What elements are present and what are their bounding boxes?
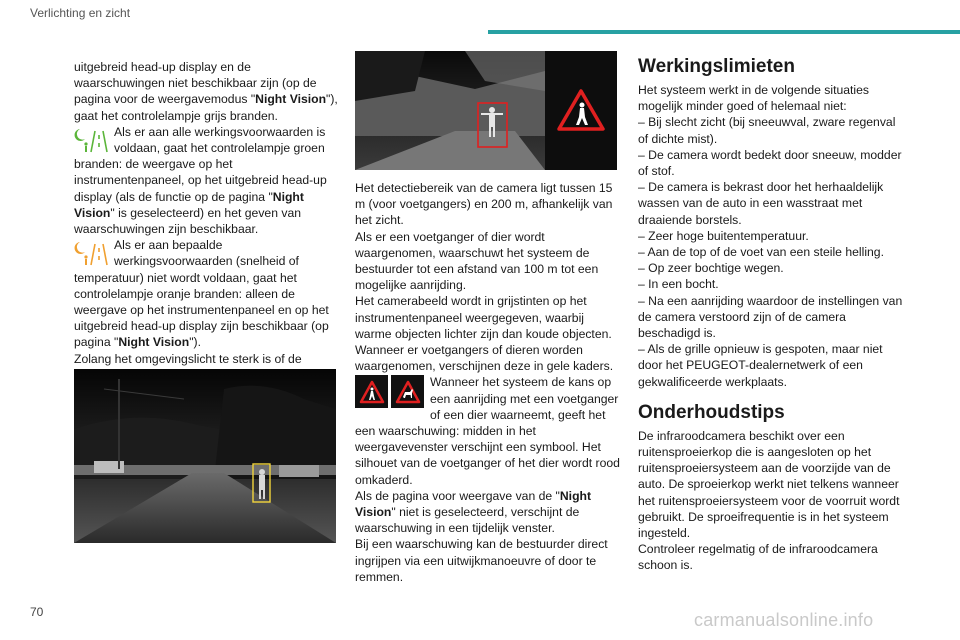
paragraph-orange-lamp: Als er aan bepaalde werkingsvoorwaarden (snelheid of temperatuur) niet wordt voldaan, gaat het controlelampje oranje branden: alleen de weergave op het instrumentenpaneel en op het uitgebreid head-up display zijn beschikbaar (op pagina "Night Vision").	[74, 238, 329, 350]
list-item: – Als de grille opnieuw is gespoten, maar niet door het PEUGEOT-dealernetwerk of een gekwalificeerde werkplaats.	[638, 342, 883, 389]
list-item: – Zeer hoge buitentemperatuur.	[638, 228, 809, 243]
column-3	[638, 56, 906, 574]
watermark: carmanualsonline.info	[694, 610, 874, 630]
paragraph: De infraroodcamera beschikt over een ruitensproeierkop die is aangesloten op het ruitensproeiersysteem aan de voorzijde van de auto. De sproeierkop werkt niet telkens wanneer het ruitensproeiersysteem voor de voorruit wordt gebruikt. De sproeifrequentie is in het systeem ingesteld.	[638, 428, 900, 541]
paragraph: Als de pagina voor weergave van de "Night Vision" niet is geselecteerd, verschijnt de waarschuwing in een tijdelijk venster.	[355, 488, 592, 536]
paragraph: Wanneer er voetgangers of dieren worden waargenomen, verschijnen deze in gele kaders.	[355, 343, 614, 374]
pedestrian-warning-icon	[355, 375, 388, 408]
paragraph: uitgebreid head-up display en de waarschuwingen niet beschikbaar zijn (op de pagina voor de weergavemodus "Night Vision"), gaat het controlelampje grijs branden.	[74, 60, 338, 123]
section-title: Verlichting en zicht	[30, 6, 131, 20]
paragraph: Controleer regelmatig of de infraroodcamera schoon is.	[638, 542, 878, 573]
thermal-camera-image-pedestrian	[74, 369, 336, 543]
page-number: 70	[30, 605, 44, 619]
night-vision-lamp-orange-icon	[74, 238, 108, 268]
paragraph: Het camerabeeld wordt in grijstinten op het instrumentenpaneel weergegeven, waarbij warme objecten lichter zijn dan koude objecten.	[355, 294, 612, 341]
heading-werkingslimieten: Werkingslimieten	[638, 56, 795, 77]
paragraph: Bij een waarschuwing kan de bestuurder direct ingrijpen via een uitwijkmanoeuvre of door te remmen.	[355, 537, 608, 584]
thermal-camera-image-warning	[355, 51, 617, 170]
list-item: – Op zeer bochtige wegen.	[638, 261, 784, 276]
list-item: – De camera wordt bedekt door sneeuw, modder of stof.	[638, 147, 902, 179]
column-1	[74, 59, 338, 399]
list-item: – In een bocht.	[638, 277, 719, 292]
night-vision-lamp-green-icon	[74, 125, 108, 155]
paragraph: Het systeem werkt in de volgende situaties mogelijk minder goed of helemaal niet:	[638, 83, 869, 114]
column-2	[355, 180, 620, 585]
paragraph-green-lamp: Als er aan alle werkingsvoorwaarden is voldaan, gaat het controlelampje groen branden: de weergave op het instrumentenpaneel, op het uitgebreid head-up display (als de functie op de pagina "Night Vision" is geselecteerd) en het geven van waarschuwingen zijn beschikbaar.	[74, 124, 327, 237]
paragraph: Het detectiebereik van de camera ligt tussen 15 m (voor voetgangers) en 200 m, afhankelijk van het zicht.	[355, 181, 613, 228]
list-item: – De camera is bekrast door het herhaaldelijk wassen van de auto in een wasstraat met draaiende borstels.	[638, 180, 884, 227]
list-item: – Bij slecht zicht (bij sneeuwval, zware regenval of dichte mist).	[638, 115, 896, 146]
paragraph: Zolang het omgevingslicht te sterk is of de	[74, 351, 302, 366]
paragraph: Als er een voetganger of dier wordt waargenomen, waarschuwt het systeem de bestuurder tot een afstand van 100 m tot een mogelijke aanrijding.	[355, 229, 599, 293]
heading-onderhoudstips: Onderhoudstips	[638, 401, 785, 423]
paragraph-warning: Wanneer het systeem de kans op een aanrijding met een voetganger of een dier waarneemt, geeft het een waarschuwing: midden in het weergavevenster verschijnt een symbool. Het silhouet van de voetganger of het dier wordt rood omkaderd.	[355, 375, 620, 487]
list-item: – Na een aanrijding waardoor de instellingen van de camera verstoord zijn of de camera beschadigd is.	[638, 293, 903, 341]
list-item: – Aan de top of de voet van een steile helling.	[638, 245, 884, 260]
header-accent-bar	[488, 30, 960, 34]
animal-warning-icon	[391, 375, 424, 408]
